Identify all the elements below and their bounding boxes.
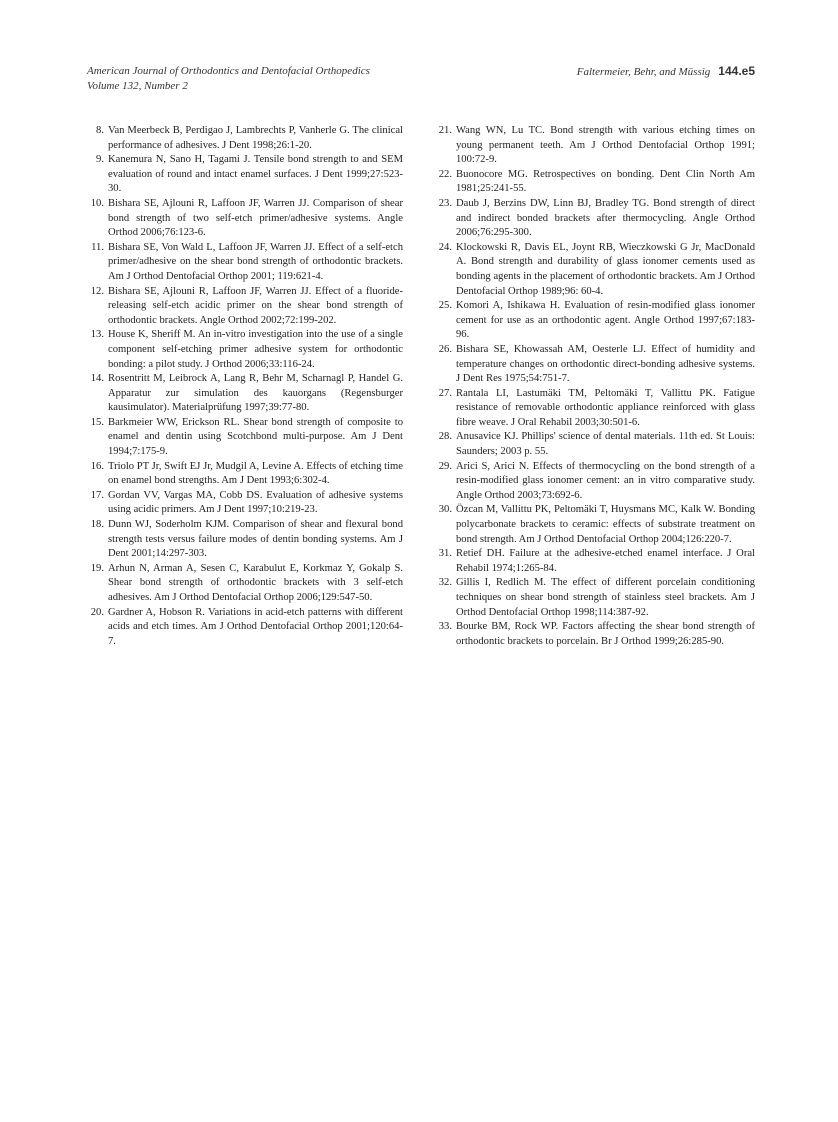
reference-item (87, 518, 403, 562)
reference-number: 31. (438, 548, 452, 560)
reference-item (435, 168, 755, 197)
reference-item (87, 124, 403, 153)
reference-item (435, 197, 755, 241)
reference-number: 27. (438, 387, 452, 399)
reference-item (435, 576, 755, 620)
reference-text: Wang WN, Lu TC. Bond strength with various etching times on young permanent teeth. Am J Orthod Dentofacial Orthop 1991; 100:72-9. (456, 125, 755, 166)
reference-item (87, 489, 403, 518)
reference-number: 30. (438, 504, 452, 516)
reference-item (87, 285, 403, 329)
reference-text: Bishara SE, Von Wald L, Laffoon JF, Warren JJ. Effect of a self-etch primer/adhesive on the shear bond strength of orthodontic brackets. Am J Orthod Dentofacial Orthop 2001; 119:621-4. (108, 241, 403, 282)
reference-number: 29. (438, 460, 452, 472)
reference-number: 12. (90, 285, 104, 297)
reference-text: Özcan M, Vallittu PK, Peltomäki T, Huysmans MC, Kalk W. Bonding polycarbonate brackets to ceramic: effects of substrate treatment on bond strength. Am J Orthod Dentofacial Orthop 2004;126:220-7. (456, 504, 755, 545)
reference-text: Komori A, Ishikawa H. Evaluation of resin-modified glass ionomer cement for use as an orthodontic agent. Angle Orthod 1997;67:183-96. (456, 300, 755, 341)
reference-text: Daub J, Berzins DW, Linn BJ, Bradley TG. Bond strength of direct and indirect bonded brackets after thermocycling. Angle Orthod 2006;76:295-300. (456, 197, 755, 239)
reference-number: 33. (438, 621, 452, 633)
reference-number: 11. (91, 241, 104, 253)
reference-number: 25. (438, 300, 452, 312)
reference-item (435, 430, 755, 459)
reference-item (435, 387, 755, 431)
reference-item (435, 547, 755, 576)
running-header-journal (87, 64, 370, 94)
reference-item (87, 241, 403, 285)
reference-number: 14. (90, 373, 104, 385)
reference-text: Rantala LI, Lastumäki TM, Peltomäki T, Vallittu PK. Fatigue resistance of removable orthodontic appliance reinforced with glass fibre weave. J Oral Rehabil 2003;30:501-6. (456, 387, 755, 428)
reference-text: Van Meerbeck B, Perdigao J, Lambrechts P, Vanherle G. The clinical performance of adhesives. J Dent 1998;26:1-20. (108, 125, 403, 151)
reference-item (435, 241, 755, 299)
reference-text: Triolo PT Jr, Swift EJ Jr, Mudgil A, Levine A. Effects of etching time on enamel bond strengths. Am J Dent 1993;6:302-4. (108, 460, 403, 487)
reference-item (87, 328, 403, 372)
reference-text: Arhun N, Arman A, Sesen C, Karabulut E, Korkmaz Y, Gokalp S. Shear bond strength of orthodontic brackets with 3 self-etch adhesives. Am J Orthod Dentofacial Orthop 2006;129:547-50. (108, 562, 403, 603)
reference-number: 24. (438, 241, 452, 253)
reference-text: Kanemura N, Sano H, Tagami J. Tensile bond strength to and SEM evaluation of round and intact enamel surfaces. J Dent 1999;27:523-30. (108, 154, 403, 195)
reference-item (87, 606, 403, 650)
reference-text: Gordan VV, Vargas MA, Cobb DS. Evaluation of adhesive systems using acidic primers. Am J Dent 1997;10:219-23. (108, 489, 403, 516)
reference-number: 8. (96, 125, 104, 136)
reference-item (435, 343, 755, 387)
reference-number: 20. (90, 606, 104, 618)
reference-text: Gillis I, Redlich M. The effect of different porcelain conditioning techniques on shear bond strength of stainless steel brackets. Am J Orthod Dentofacial Orthop 1998;114:387-92. (456, 577, 755, 618)
reference-number: 22. (438, 168, 452, 180)
journal-volume: Volume 132, Number 2 (87, 80, 188, 92)
reference-text: Buonocore MG. Retrospectives on bonding. Dent Clin North Am 1981;25:241-55. (456, 168, 755, 195)
reference-item (435, 299, 755, 343)
reference-text: Dunn WJ, Soderholm KJM. Comparison of shear and flexural bond strength tests versus failure modes of dentin bonding systems. Am J Dent 2001;14:297-303. (108, 519, 403, 560)
reference-text: Bishara SE, Ajlouni R, Laffoon JF, Warren JJ. Effect of a fluoride-releasing self-etch acidic primer on the shear bond strength of orthodontic brackets. Angle Orthod 2002;72:199-202. (108, 285, 403, 326)
references-column-right (435, 124, 755, 649)
reference-number: 9. (96, 154, 104, 166)
reference-number: 19. (90, 562, 104, 574)
reference-item (87, 460, 403, 489)
reference-item (87, 197, 403, 241)
reference-text: Bishara SE, Khowassah AM, Oesterle LJ. Effect of humidity and temperature changes on orthodontic direct-bonding adhesive systems. J Dent Res 1975;54:751-7. (456, 343, 755, 385)
reference-number: 26. (438, 343, 452, 355)
reference-text: Klockowski R, Davis EL, Joynt RB, Wieczkowski G Jr, MacDonald A. Bond strength and durability of glass ionomer cements used as bonding agents in the placement of orthodontic brackets. Am J Orthod Dentofacial Orthop 1989;96: 60-4. (456, 241, 755, 297)
reference-text: Anusavice KJ. Phillips' science of dental materials. 11th ed. St Louis: Saunders; 2003 p. 55. (456, 431, 755, 458)
reference-text: Retief DH. Failure at the adhesive-etched enamel interface. J Oral Rehabil 1974;1:265-84. (456, 548, 755, 574)
reference-item (87, 372, 403, 416)
running-header-page (577, 64, 755, 80)
reference-number: 32. (438, 577, 452, 589)
reference-text: Gardner A, Hobson R. Variations in acid-etch patterns with different acids and etch times. Am J Orthod Dentofacial Orthop 2001;120:64-7. (108, 606, 403, 647)
reference-number: 15. (90, 416, 104, 428)
reference-text: House K, Sheriff M. An in-vitro investigation into the use of a single component self-etching primer adhesive system for orthodontic bonding: a pilot study. J Orthod 2006;33:116-24. (108, 329, 403, 370)
reference-number: 18. (90, 519, 104, 531)
reference-text: Arici S, Arici N. Effects of thermocycling on the bond strength of a resin-modified glass ionomer cement: an in vitro comparative study. Angle Orthod 2003;73:692-6. (456, 460, 755, 501)
reference-item (87, 562, 403, 606)
reference-item (87, 416, 403, 460)
reference-item (435, 460, 755, 504)
reference-text: Barkmeier WW, Erickson RL. Shear bond strength of composite to enamel and dentin using Scotchbond multi-purpose. Am J Dent 1994;7:175-9. (108, 416, 403, 458)
references-column-left (87, 124, 403, 649)
reference-item (435, 620, 755, 649)
reference-text: Bishara SE, Ajlouni R, Laffoon JF, Warren JJ. Comparison of shear bond strength of two self-etch primer/adhesive systems. Angle Orthod 2006;76:123-6. (108, 197, 403, 239)
reference-number: 21. (438, 125, 452, 136)
article-authors: Faltermeier, Behr, and Müssig (576, 66, 711, 78)
reference-number: 28. (438, 431, 452, 443)
reference-item (435, 503, 755, 547)
journal-title: American Journal of Orthodontics and Dentofacial Orthopedics (87, 65, 370, 77)
reference-number: 17. (90, 489, 104, 501)
reference-text: Bourke BM, Rock WP. Factors affecting the shear bond strength of orthodontic brackets to porcelain. Br J Orthod 1999;26:285-90. (456, 621, 755, 647)
reference-text: Rosentritt M, Leibrock A, Lang R, Behr M, Scharnagl P, Handel G. Apparatur zur simulation des kauorgans (Regensburger kausimulator). Materialprüfung 1997;39:77-80. (108, 373, 403, 414)
reference-item (87, 153, 403, 197)
reference-number: 23. (438, 197, 452, 209)
page-number: 144.e5 (718, 64, 755, 78)
reference-number: 13. (90, 329, 104, 341)
reference-number: 10. (90, 197, 104, 209)
reference-item (435, 124, 755, 168)
reference-number: 16. (90, 460, 104, 472)
